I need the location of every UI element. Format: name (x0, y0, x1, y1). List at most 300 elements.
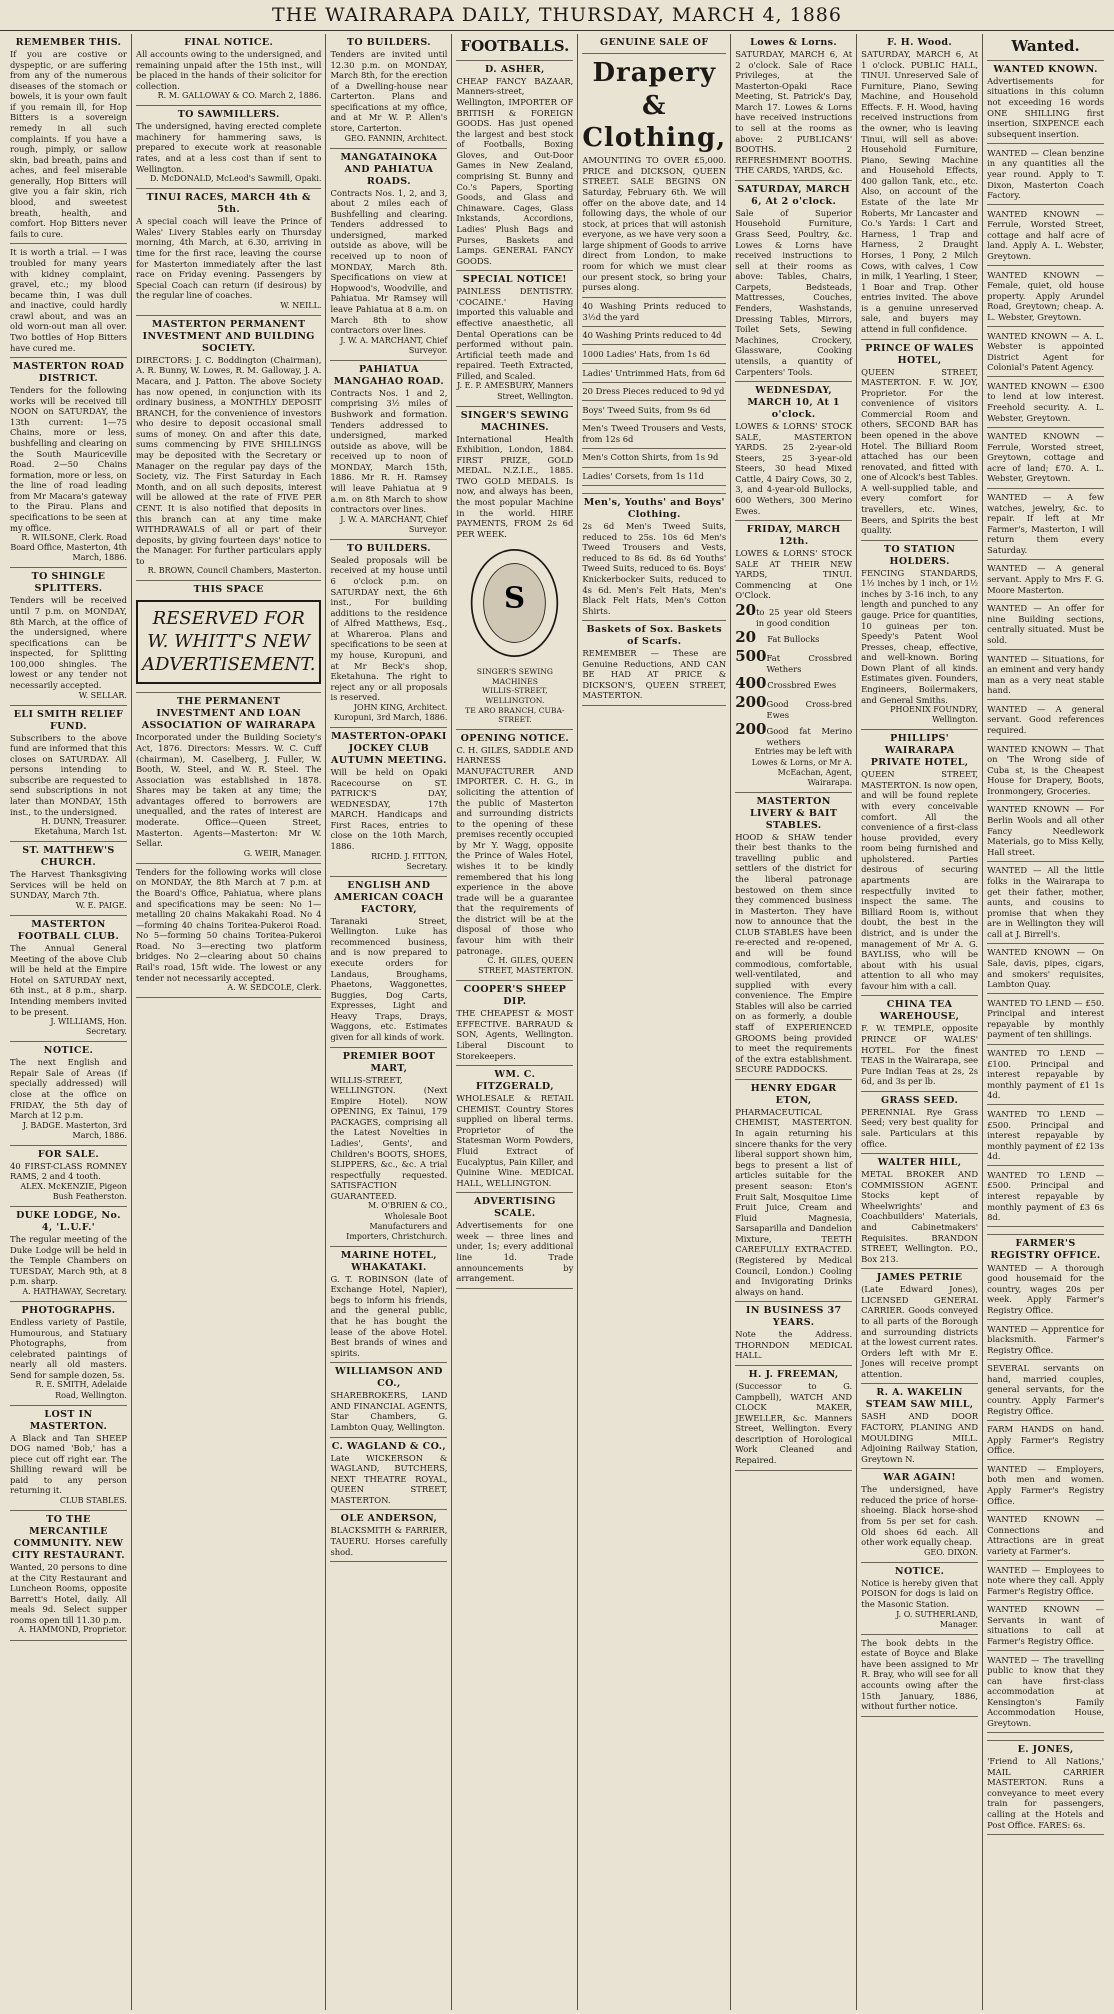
list-item: WANTED TO LEND — £500. Principal and interest repayable by monthly payment of £2 13s 4d. (987, 1108, 1105, 1162)
advertisement (861, 1469, 978, 1563)
ad-signature: W. NEILL. (280, 300, 322, 310)
divider (987, 1226, 1104, 1227)
list-item: WANTED TO LEND — £500. Principal and interest repayable by monthly payment of £3 6s 8d. (987, 1169, 1105, 1223)
ad-body: Will be held on Opaki Racecourse on ST. PATRICK'S DAY, WEDNESDAY, 17th MARCH. Handicaps and First Races, entries to close on the 10th March, 1886. (330, 766, 448, 852)
ad-body: 40 FIRST-CLASS ROMNEY RAMS, 2 and 4 tooth. (10, 1160, 127, 1182)
ad-signature: J. BADGE. Masterton, 3rd March, 1886. (22, 1120, 127, 1140)
ad-signature: PHOENIX FOUNDRY, Wellington. (890, 705, 979, 725)
ad-heading: PHOTOGRAPHS. (21, 1305, 116, 1317)
list-item: FARM HANDS on hand. Apply Farmer's Registry Office. (987, 1424, 1105, 1456)
ad-body: Advertisements for one week — three lines and under, 1s; every additional line 1d. Trade announcements by arrangement. (456, 1220, 574, 1284)
ad-body: Endless variety of Pastile, Humourous, and Statuary Photographs, from celebrated paintings of nearly all old masters. Send for sample dozen, 5s. (10, 1317, 127, 1380)
advertisement (735, 1366, 852, 1471)
ad-heading: MARINE HOTEL, WHAKATAKI. (340, 1249, 438, 1273)
list-item: WANTED KNOWN — On Sale, davis, pipes, cigars, and smokers' requisites, Lambton Quay. (987, 947, 1105, 990)
ad-heading: NOTICE. (894, 1565, 945, 1577)
advertisement (987, 1235, 1104, 1741)
advertisement (330, 540, 447, 728)
divider (582, 363, 726, 364)
ad-body: Contracts Nos. 1 and 2, comprising 3½ miles of Bushwork and formation. Tenders addressed to undersigned, marked outside as above, will be received up to noon of MONDAY, March 15th, 1886. Mr R. H. Ramsey will leave Pahiatua at 9 a.m. on 8th March to show contractors over lines. (330, 387, 448, 515)
stock-count: 400 (735, 674, 767, 693)
ad-heading: PRINCE OF WALES HOTEL, (865, 342, 975, 366)
ad-body: All accounts owing to the undersigned, and remaining unpaid after the 15th inst., will be placed in the hands of their solicitor for collection. (135, 48, 322, 91)
ad-heading: OLE ANDERSON, (340, 1513, 438, 1525)
divider (987, 1165, 1104, 1166)
ad-heading: JAMES PETRIE (876, 1272, 963, 1284)
ad-body: Subscribers to the above fund are informed that this closes on SATURDAY. All persons intending to subscribe are requested to send subscriptions in not later than MONDAY, 15th inst., to the undersigned. (10, 732, 127, 817)
list-item: 20 Dress Pieces reduced to 9d yd (582, 386, 725, 397)
divider (987, 739, 1104, 740)
ad-heading: PREMIER BOOT MART, (342, 1050, 436, 1074)
list-item: WANTED KNOWN — A. L. Webster is appointed District Agent for Colonial's Patent Agency. (987, 330, 1105, 373)
ad-body: PAINLESS DENTISTRY. 'COCAINE.' Having imported this valuable and effective anaesthetic, all Dental Operations can be performed without pain. Artificial teeth made and repaired. Teeth Extracted, Filled, and Scaled. (456, 286, 574, 381)
advertisement (582, 621, 726, 706)
list-item: WANTED TO LEND — £100. Principal and interest repayable by monthly payment of £1 1s 4d. (987, 1048, 1105, 1101)
advertisement (10, 568, 127, 705)
ad-body: Tenders will be received until 7 p.m. on MONDAY, 8th March, at the office of the undersigned, where specifications can be inspected, for Splitting 100,000 shingles. The lowest or any tender not necessarily accepted. (10, 595, 127, 690)
ad-body: WHOLESALE & RETAIL CHEMIST. Country Stores supplied on liberal terms. Proprietor of the Statesman Worm Powders, Fluid Extract of Eucalyptus, Pain Killer, and Quinine Wine. MEDICAL HALL, WELLINGTON. (456, 1093, 574, 1188)
divider (582, 467, 726, 468)
ad-heading: ENGLISH AND AMERICAN COACH FACTORY, (334, 879, 444, 915)
advertisement (136, 316, 321, 582)
ad-body: The Annual General Meeting of the above Club will be held at the Empire Hotel on SATURDAY next, 6th inst., at 8 p.m., sharp. Intending members invited to be present. (10, 943, 127, 1017)
ad-body: Incorporated under the Building Society's Act, 1876. Directors: Messrs. W. C. Cuff (chairman), M. Caselberg, J. Fuller, W. Booth, W. Steel, and W. R. Steel. The Association was established in 1878. Shares may be taken at any time; the advantages offered to borrowers are unequalled, and the rates of interest are moderate. Office—Queen Street, Masterton. Agents—Masterton: Mr W. Sellar. (135, 732, 322, 849)
advertisement (10, 916, 127, 1042)
ad-heading: FRIDAY, MARCH 12th. (746, 524, 841, 548)
ad-signature: M. O'BRIEN & CO., Wholesale Boot Manufacturers and Importers, Christchurch. (346, 1201, 448, 1241)
advertisement (10, 1406, 127, 1511)
advertisement (582, 54, 726, 298)
advertisement (456, 61, 573, 271)
advertisement (136, 189, 321, 316)
advertisement (456, 34, 573, 61)
ad-heading: THE PERMANENT INVESTMENT AND LOAN ASSOCIATION OF WAIRARAPA (141, 696, 316, 732)
ad-heading: WALTER HILL, (877, 1157, 962, 1169)
ad-body: SATURDAY, MARCH 6, At 2 o'clock. Sale of Race Privileges, at the Masterton-Opaki Race Meeting, St. Patrick's Day, March 17. Lowes & Lorns have received instructions to sell at the rooms as above: 2 PUBLICANS' BOOTHS. 2 REFRESHMENT BOOTHS. THE CARDS, YARDS, &c. (735, 48, 853, 176)
column-4 (452, 34, 578, 2010)
advertisement (861, 730, 978, 996)
ad-body: Tenders for the following works will close on MONDAY, the 8th March at 7 p.m. at the Board's Office, Pahiatua, where plans and specifications may be seen: No 1—metalling 20 chains Makakahi Road. No 4—forming 40 chains Toritea-Pukeroi Road. No 5—forming 50 chains Toritea-Pukeroi Road. No 3—erecting two platform bridges. No 2—clearing about 50 chains Rail's road, 15ft wide. The lowest or any tender not necessarily accepted. (135, 866, 322, 983)
advertisement (10, 1207, 127, 1302)
ad-body: QUEEN STREET, MASTERTON. F. W. JOY, Proprietor. For the convenience of visitors Commercial Room and others, SECOND BAR has been opened in the above Hotel. The Billiard Room attached has our been renovated, and fitted with one of Alcock's best Tables. A well-supplied table, and every comfort for travellers, etc. Wines, Beers, and Spirits the best quality. (861, 366, 979, 536)
divider (987, 943, 1104, 944)
list-item: WANTED — A general servant. Good references required. (987, 703, 1105, 735)
advertisement (987, 144, 1104, 1235)
divider (987, 265, 1104, 266)
ad-body: If you are costive or dyspeptic, or are suffering from any of the numerous diseases of the stomach or bowels, it is your own fault if you remain ill, for Hop Bitters is a sovereign remedy in all such complaints. If you have a rough, pimply, or sallow skin, bad breath, pains and aches, and feel miserable generally, Hop Bitters will give you a fair skin, rich blood, and sweetest breath, health, and comfort. Hop Bitters never fails to cure. (10, 48, 127, 239)
divider (987, 1650, 1104, 1651)
ad-heading: E. JONES, (1017, 1744, 1074, 1756)
stock-desc: Good Cross-bred Ewes (766, 699, 853, 720)
divider (582, 344, 726, 345)
divider (987, 1510, 1104, 1511)
advertisement (735, 181, 852, 382)
list-item: WANTED — Employees to note where they call. Apply Farmer's Registry Office. (987, 1564, 1105, 1596)
divider (987, 1732, 1104, 1733)
advertisement (987, 1741, 1104, 1835)
list-item: Men's Cotton Shirts, from 1s 9d (582, 452, 719, 463)
ad-signature: CLUB STABLES. (59, 1496, 127, 1506)
column-7 (857, 34, 983, 2010)
ad-body: 'Friend to All Nations,' MAIL CARRIER MASTERTON. Runs a conveyance to meet every train for passengers, calling at the Hotels and Post Office. FARES: 6s. (987, 1756, 1105, 1830)
ad-signature: G. WEIR, Manager. (243, 848, 322, 858)
ad-body: C. H. GILES, SADDLE AND HARNESS MANUFACTURER AND IMPORTER. C. H. G., in soliciting the attention of the public of Masterton and surrounding districts to the opening of these premises recently occupied by Mr Y. Wagg, opposite the Prince of Wales Hotel, wishes it to be kindly remembered that his long experience in the above trade will be a guarantee that the requirements of the district will be at the disposal of those who favour him with their patronage. (456, 744, 574, 956)
ad-body: The undersigned, having erected complete machinery for hammering saws, is prepared to execute work at reasonable rates, and at a less cost than if sent to Wellington. (135, 121, 322, 174)
advertisement (10, 842, 127, 916)
ad-heading: TO STATION HOLDERS. (883, 543, 956, 567)
ad-signature: D. McDONALD, McLeod's Sawmill, Opaki. (149, 174, 322, 184)
ad-signature: J. WILLIAMS, Hon. Secretary. (50, 1017, 127, 1037)
divider (987, 1104, 1104, 1105)
ad-heading: H. J. FREEMAN, (748, 1368, 839, 1380)
advertisement (987, 34, 1104, 61)
advertisement (10, 1511, 127, 1640)
divider (987, 1459, 1104, 1460)
ad-signature: ALEX. McKENZIE, Pigeon Bush Featherston. (20, 1181, 127, 1202)
column-5 (578, 34, 731, 2010)
list-item: WANTED KNOWN — Ferrule, Worsted street, Greytown, cottage and acre of land; £70. A. L. Webster, Greytown. (987, 431, 1105, 484)
ad-heading: TINUI RACES, MARCH 4th & 5th. (146, 192, 311, 216)
ad-body: METAL BROKER AND COMMISSION AGENT. Stocks kept of Wheelwrights' and Coachbuilders' Materials, and Cabinetmakers' Requisites. BRANDON STREET, Wellington. P.O., Box 213. (861, 1169, 979, 1264)
ad-body: Wanted, 20 persons to dine at the City Restaurant and Luncheon Rooms, opposite Barrett's Hotel, daily. All meals 9d. Select supper rooms open till 11.30 p.m. (10, 1561, 127, 1625)
list-item: WANTED KNOWN — Female, quiet, old house property. Apply Arundel Road, Greytown; cheap. A. L. Webster, Greytown. (987, 269, 1105, 322)
advertisement (861, 34, 978, 340)
ad-heading: PHILLIPS' WAIRARAPA PRIVATE HOTEL, (870, 733, 969, 769)
ad-body: The book debts in the estate of Boyce and Blake have been assigned to Mr R. Bray, who will see for all accounts owing after the 15th January, 1886, without further notice. (861, 1637, 979, 1712)
advertisement (582, 298, 726, 494)
list-item: WANTED KNOWN — Connections and Attractions are in great variety at Farmer's. (987, 1514, 1105, 1556)
ad-signature: R. BROWN, Council Chambers, Masterton. (147, 566, 322, 576)
divider (987, 1420, 1104, 1421)
masthead: THE WAIRARAPA DAILY, THURSDAY, MARCH 4, 1886 (0, 0, 1114, 31)
stock-count: 200 (735, 693, 767, 712)
divider (987, 1044, 1104, 1045)
ad-body: Notice is hereby given that POISON for dogs is laid on the Masonic Station. (861, 1577, 979, 1609)
ad-signature: GEO. FANNIN, Architect. (344, 133, 448, 143)
list-item: WANTED — Clean benzine in any quantities all the year round. Apply to T. Dixon, Masterton Coach Factory. (987, 147, 1105, 201)
ad-heading: TO SAWMILLERS. (177, 109, 280, 121)
ad-heading: WILLIAMSON AND CO., (335, 1366, 443, 1390)
ad-body: REMEMBER — These are Genuine Reductions, AND CAN BE HAD AT PRICE & DICKSON'S, QUEEN STREET, MASTERTON. (582, 648, 727, 701)
advertisement (456, 1066, 573, 1193)
stock-desc: Fat Bullocks (767, 634, 820, 645)
ad-heading: ADVERTISING SCALE. (473, 1196, 556, 1220)
divider (987, 1560, 1104, 1561)
ad-heading: TO SHINGLE SPLITTERS. (31, 571, 106, 595)
ad-heading: LOST IN MASTERTON. (29, 1408, 108, 1432)
ad-signature: J. W. A. MARCHANT, Chief Surveyor. (340, 514, 448, 534)
advertisement (136, 864, 321, 998)
ad-body: A special coach will leave the Prince of Wales' Livery Stables early on Thursday morning, 4th March, at 6.30, arriving in time for the first race, leaving the course for Masterton immediately after the last race on Friday evening. Passengers by Special Coach can return (if desirous) by the regular line of coaches. (135, 216, 322, 301)
advertisement (330, 1363, 447, 1437)
stock-count: 20 (735, 601, 757, 620)
ad-heading: SPECIAL NOTICE! (462, 274, 567, 286)
ad-heading: WAR AGAIN! (883, 1472, 957, 1484)
advertisement (861, 541, 978, 731)
list-item: WANTED — Apprentice for blacksmith. Farmer's Registry Office. (987, 1323, 1105, 1355)
list-item: WANTED — A few watches, jewelry, &c. to repair. If left at Mr Farmer's, Masterton, I will return them every Saturday. (987, 492, 1105, 555)
list-item: Men's Tweed Trousers and Vests, from 12s 6d (582, 423, 727, 444)
ad-signature: W. SELLAR. (78, 690, 127, 700)
ad-body: Note the Address. THORNDON MEDICAL HALL. (735, 1329, 853, 1361)
advertisement (10, 358, 127, 568)
advertisement (987, 61, 1104, 144)
divider (987, 1600, 1104, 1601)
advertisement (456, 730, 573, 982)
divider (987, 699, 1104, 700)
stock-count: 200 (735, 720, 767, 739)
list-item: WANTED — All the little folks in the Wairarapa to get their father, mother, aunts, and cousins to promise that when they are in Wellington they will call at J. Birrell's. (987, 865, 1105, 939)
ad-heading: MASTERTON-OPAKI JOCKEY CLUB AUTUMN MEETING. (331, 731, 447, 767)
ad-body: WILLIS-STREET, WELLINGTON. (Next Empire Hotel). NOW OPENING, Ex Tainui, 179 PACKAGES, comprising all the Latest Novelties in Ladies', Gents', and Children's BOOTS, SHOES, SLIPPERS, &c., &c. A trial respectfully requested. SATISFACTION GUARANTEED. (330, 1074, 448, 1201)
advertisement (456, 271, 573, 406)
advertisement (136, 34, 321, 106)
divider (987, 488, 1104, 489)
advertisement (735, 521, 852, 793)
reserved-text: RESERVED FOR W. WHITT'S NEW ADVERTISEMENT. (141, 608, 316, 675)
list-item: WANTED KNOWN — For Berlin Wools and all other Fancy Needlework Materials, go to Miss Kelly, Hall street. (987, 804, 1105, 857)
ad-body: PHARMACEUTICAL CHEMIST, MASTERTON. In again returning his sincere thanks for the very liberal support shown him, begs to present a list of articles suitable for the present season: Eton's Fruit Salt, Mosquitoe Lime Fruit Juice, Cream and Fluid Magnesia, Sarsaparilla and Dandelion Mixture, TEETH CAREFULLY EXTRACTED. (Registered by Medical Council, London.) Cooling and Invigorating Drinks always on hand. (735, 1106, 853, 1297)
divider (987, 204, 1104, 205)
ad-heading: Baskets of Sox. Baskets of Scarfs. (586, 624, 723, 648)
emblem-caption: SINGER'S SEWING MACHINES (476, 667, 553, 686)
ad-body: HOOD & SHAW tender their best thanks to the travelling public and settlers of the district for the liberal patronage bestowed on them since they commenced business in Masterton. They have now to announce that the CLUB STABLES have been re-erected and re-opened, and will be found commodious, comfortable, well-ventilated, and supplied with every convenience. The Empire Stables will also be carried on as formerly, a double staff of EXPERIENCED GROOMS being provided to meet the requirements of the extra establishment. SECURE PADDOCKS. (735, 831, 853, 1075)
ad-signature: A. HATHAWAY, Secretary. (22, 1286, 127, 1296)
advertisement (10, 244, 127, 358)
divider (987, 1319, 1104, 1320)
ad-body: Contracts Nos. 1, 2, and 3, about 2 miles each of Bushfelling and clearing. Tenders addressed to undersigned, marked outside as above, will be received up to noon of MONDAY, March 8th. Specifications on view at Hopwood's, Woodville, and Pahiatua. Mr Ramsey will leave Pahiatua at 8 a.m. on March 8th to show contractors over lines. (330, 187, 448, 336)
ad-body: Late WICKERSON & WAGLAND, BUTCHERS, NEXT THEATRE ROYAL, QUEEN STREET, MASTERTON. (330, 1452, 448, 1505)
divider (582, 419, 726, 420)
divider (582, 382, 726, 383)
ad-signature: J. O. SUTHERLAND, Manager. (896, 1609, 979, 1629)
ad-body: The regular meeting of the Duke Lodge will be held in the Temple Chambers on TUESDAY, March 9th, at 8 p.m. sharp. (10, 1234, 127, 1287)
divider (987, 993, 1104, 994)
divider (987, 599, 1104, 600)
divider (987, 559, 1104, 560)
advertisement (861, 996, 978, 1091)
list-item: Ladies' Untrimmed Hats, from 6d (582, 367, 726, 378)
divider (987, 376, 1104, 377)
stock-row (735, 601, 852, 628)
ad-heading: SATURDAY, MARCH 6, At 2 o'clock. (737, 183, 850, 207)
stock-row (735, 647, 852, 674)
side-address-right: TE ARO BRANCH, CUBA-STREET. (465, 705, 565, 725)
ad-body: DIRECTORS: J. C. Boddington (Chairman), A. R. Bunny, W. Lowes, R. M. Galloway, J. A. Macara, and J. Patton. The above Society has now opened, in conjunction with its ordinary business, a MONTHLY DEPOSIT BRANCH, for the convenience of investors who desire to deposit occasional small sums of money. On and after this date, sums commencing by FIVE SHILLINGS may be deposited with the Secretary or Manager on the regular pay days of the Society, viz. The First Saturday in Each Month, and on all such deposits, interest will be allowed at the rate of FIVE PER CENT. It is also notified that deposits in this branch can at any time make WITHDRAWALS of all or part of their deposits, by giving fourteen days' notice to the Manager. For further particulars apply to (135, 354, 322, 566)
ad-heading: WANTED KNOWN. (993, 63, 1098, 75)
advertisement (456, 1193, 573, 1288)
ad-body: Sealed proposals will be received at my house until 6 o'clock p.m. on SATURDAY next, the 6th inst., For building additions to the residence of Alfred Matthews, Esq., at Whareroa. Plans and specifications to be seen at my house, Kuropuni, and at Mr Beck's shop, Eketahuna. The right to reject any or all proposals is reserved. (330, 554, 448, 703)
ad-signature: H. DUNN, Treasurer. Eketahuna, March 1st. (34, 817, 127, 837)
ad-signature: JOHN KING, Architect. Kuropuni, 3rd March, 1886. (333, 702, 448, 722)
advertisement (735, 1302, 852, 1366)
stock-desc: Crossbred Ewes (767, 680, 837, 691)
ad-body: PERENNIAL Rye Grass Seed; very best quality for sale. Particulars at this office. (861, 1106, 979, 1149)
ad-body: (Late Edward Jones), LICENSED GENERAL CARRIER. Goods conveyed to all parts of the Borough and surrounding districts at the lowest current rates. Orders left with Mr E. Jones will receive prompt attention. (861, 1284, 979, 1379)
ad-signature: W. E. PAIGE. (75, 901, 127, 911)
ad-heading: HENRY EDGAR ETON, (750, 1082, 837, 1106)
ad-signature: C. H. GILES, QUEEN STREET, MASTERTON. (478, 956, 574, 976)
ad-body: Tenders are invited until 12.30 p.m. on MONDAY, March 8th, for the erection of a Dwelling-house near Carterton. Plans and specifications at my office, and at Mr W. P. Allen's store, Carterton. (330, 48, 448, 134)
ad-heading: FOOTBALLS. (460, 37, 570, 55)
advertisement (735, 1080, 852, 1302)
ad-heading: MASTERTON LIVERY & BAIT STABLES. (749, 795, 838, 831)
advertisement (10, 1302, 127, 1406)
advertisement (330, 728, 447, 877)
ad-body: (Successor to G. Campbell), WATCH AND CLOCK MAKER, JEWELLER, &c. Manners Street, Wellington. Every description of Horological Work Cleaned and Repaired. (735, 1380, 853, 1465)
ad-heading: WEDNESDAY, MARCH 10, At 1 o'clock. (747, 385, 840, 421)
ad-body: LOWES & LORNS' STOCK SALE AT THEIR NEW YARDS, TINUI. Commencing at One O'Clock. (735, 548, 853, 601)
advertisement (861, 1092, 978, 1154)
stock-desc: Good fat Merino wethers (766, 726, 853, 747)
list-item: WANTED — A general servant. Apply to Mrs F. G. Moore Masterton. (987, 563, 1105, 595)
advertisement (861, 340, 978, 541)
stock-row (735, 628, 852, 647)
ad-signature: A. HAMMOND, Proprietor. (18, 1625, 127, 1635)
advertisement (861, 1563, 978, 1635)
singer-emblem (456, 543, 573, 663)
advertisement (861, 1635, 978, 1717)
ad-body: The undersigned, have reduced the price of horse-shoeing. Black horse-shod from 5s per set for cash. Old shoes 6d each. All other work equally cheap. (861, 1484, 979, 1548)
divider (987, 427, 1104, 428)
ad-signature: J. W. A. MARCHANT, Chief Surveyor. (340, 335, 448, 355)
ad-heading: MASTERTON PERMANENT INVESTMENT AND BUILDING SOCIETY. (142, 318, 315, 354)
ad-heading: R. A. WAKELIN STEAM SAW MILL, (865, 1387, 974, 1411)
stock-row (735, 674, 852, 693)
advertisement (330, 1438, 447, 1511)
advertisement (330, 361, 447, 540)
advertisement (456, 981, 573, 1066)
list-item: 40 Washing Prints reduced to 3½d the yard (582, 301, 727, 322)
ad-body: It is worth a trial. — I was troubled for many years with kidney complaint, gravel, etc.; my blood became thin, I was dull and inactive, could hardly crawl about, and was an old worn-out man all over. Two bottles of Hop Bitters have cured me. (10, 247, 127, 353)
ad-body: Sale of Superior Household Furniture, Grass Seed, Poultry, &c. Lowes & Lorns have received instructions to sell at their rooms as above: Tables, Chairs, Carpets, Bedsteads, Mattresses, Couches, Fenders, Washstands, Dressing Tables, Mirrors, Toilet Sets, Sewing Machines, Crockery, Glassware, Cooking utensils, a quantity of Carpenters' Tools. (735, 207, 853, 377)
advertisement (861, 1154, 978, 1269)
ad-heading: IN BUSINESS 37 YEARS. (745, 1305, 842, 1329)
list-item: WANTED TO LEND — £50. Principal and interest repayable by monthly payment of ten shillings. (987, 997, 1105, 1040)
ad-heading: FINAL NOTICE. (184, 37, 274, 48)
ad-heading: OPENING NOTICE. (460, 732, 570, 744)
list-item: WANTED — A thorough good housemaid for the country, wages 20s per week. Apply Farmer's Registry Office. (987, 1262, 1105, 1315)
list-item: Boys' Tweed Suits, from 9s 6d (582, 404, 711, 415)
column-6 (731, 34, 857, 2010)
stock-row (735, 720, 852, 747)
advertisement (330, 1510, 447, 1562)
advertisement (10, 1042, 127, 1146)
advertisement (582, 34, 726, 54)
ad-heading: COOPER'S SHEEP DIP. (463, 984, 567, 1008)
ad-heading: MASTERTON ROAD DISTRICT. (12, 361, 125, 385)
ad-signature: RICHD. J. FITTON, Secretary. (371, 851, 448, 871)
ad-heading: GRASS SEED. (881, 1094, 959, 1106)
advertisement (330, 877, 447, 1048)
stock-row (735, 693, 852, 720)
list-item: WANTED KNOWN — Ferrule, Worsted Street, cottage and half acre of land. Apply A. L. Webster, Greytown. (987, 208, 1105, 262)
advertisement (582, 494, 726, 621)
ad-heading: MASTERTON FOOTBALL CLUB. (17, 919, 120, 943)
ad-body: SATURDAY, MARCH 6, At 1 o'clock. PUBLIC HALL, TINUI. Unreserved Sale of Furniture, Piano, Sewing Machine, and Household Effects. F. H. Wood, having received instructions from the owner, who is leaving Tinui, will sell as above: Household Furniture, Piano, Sewing Machine and Household Effects, 400 gallon Tank, etc., etc. Also, on account of the Estate of the late Mr Roberts, Mr Lancaster and Co.'s Yards: 1 Cart and Harness, 1 Trap and Harness, 2 Draught Horses, 1 Pony, 2 Milch Cows, with calves, 1 Cow in milk, 1 Yearling, 1 Steer, 1 Boar and Trap. Other entries invited. The above is a genuine unreserved sale, and buyers may attend in full confidence. (861, 48, 979, 334)
ad-heading: DUKE LODGE, No. 4, 'L.U.F.' (16, 1210, 121, 1234)
advertisement (10, 706, 127, 843)
column-8 (983, 34, 1108, 2010)
divider (987, 861, 1104, 862)
ad-heading: PAHIATUA MANGAHAO ROAD. (333, 363, 445, 387)
ad-heading: FOR SALE. (37, 1148, 100, 1160)
column-2 (132, 34, 326, 2010)
ad-heading: TO BUILDERS. (346, 542, 431, 554)
stock-desc: Fat Crossbred Wethers (766, 653, 853, 674)
advertisement (330, 149, 447, 361)
advertisement (735, 34, 852, 181)
ad-body: Tenders for the following works will be received till NOON on SATURDAY, the 13th current: 1—75 Chains, more or less, bushfelling and clearing on the South Mauriceville Road. 2—50 Chains formation, more or less, on the line of road leading from Mr Macara's gateway to the Pirau. Plans and specifications to be seen at my office. (10, 385, 127, 533)
advertisement (861, 1269, 978, 1384)
ad-heading: TO THE MERCANTILE COMMUNITY. NEW CITY RESTAURANT. (12, 1514, 125, 1562)
ad-body: G. T. ROBINSON (late of Exchange Hotel, Napier), begs to inform his friends, and the general public, that he has bought the lease of the above Hotel. Best brands of wines and spirits. (330, 1273, 448, 1358)
ad-signature: J. E. P. AMESBURY, Manners Street, Wellington. (456, 381, 574, 401)
ad-heading: GENUINE SALE OF (600, 37, 709, 48)
ad-body: International Health Exhibition, London, 1884. FIRST PRIZE, GOLD MEDAL. N.Z.I.E., 1885. TWO GOLD MEDALS. Is now, and always has been, the most popular Machine in the world. HIRE PAYMENTS, FROM 2s 6d PER WEEK. (456, 433, 574, 539)
divider (582, 485, 726, 486)
stock-desc: to 25 year old Steers in good condition (756, 607, 853, 628)
divider (582, 448, 726, 449)
ad-heading: D. ASHER, (484, 63, 545, 75)
divider (987, 1359, 1104, 1360)
ad-signature: GEO. DIXON. (923, 1547, 979, 1557)
divider (987, 326, 1104, 327)
advertisement (735, 793, 852, 1080)
emblem-s-mark: S (504, 580, 526, 615)
advertisement (136, 106, 321, 189)
divider (582, 326, 726, 327)
advertisement (861, 1384, 978, 1469)
divider (987, 649, 1104, 650)
ad-heading: THIS SPACE (193, 584, 264, 596)
advertisement (136, 581, 321, 693)
advertisement (10, 1146, 127, 1207)
ad-body: CHEAP FANCY BAZAAR, Manners-street, Wellington, IMPORTER OF BRITISH & FOREIGN GOODS. Has just opened the largest and best stock of Footballs, Boxing Gloves, and Out-Door Games in New Zealand, comprising St. Bunny and Co.'s Papers, Sporting Goods, and Glass and Chinaware. Cages, Glass Inkstands, Accordions, Ladies' Plush Bags and Purses, Baskets and Lamps. GENERAL FANCY GOODS. (456, 75, 574, 266)
column-3 (326, 34, 452, 2010)
ad-body: F. W. TEMPLE, opposite PRINCE OF WALES' HOTEL. For the finest TEAS in the Wairarapa, see Pure Indian Teas at 2s, 2s 6d, and 3s per lb. (861, 1023, 979, 1087)
list-item: SEVERAL servants on hand, married couples, general servants, for the country. Apply Farmer's Registry Office. (987, 1363, 1105, 1416)
ad-heading: REMEMBER THIS. (15, 37, 122, 48)
advertisement (456, 407, 573, 730)
ad-body: The next English and Repair Sale of Areas (if specially addressed) will close at the office on FRIDAY, the 5th day of March at 12 p.m. (10, 1057, 127, 1121)
ad-body: FENCING STANDARDS, 1½ inches by 1 inch, or 1½ inches by 3-16 inch, to any length and punched to any gauge. Price for quantities, 10 guineas per ton. Speedy's Patent Wool Presses, cheap, effective, and well-known. Boring Down Plant of all kinds. Estimates given. Founders, Engineers, Boilermakers, and General Smiths. (861, 567, 979, 705)
column-1 (6, 34, 132, 2010)
list-item: WANTED KNOWN — That on 'The Wrong side of Cuba st, is the Cheapest House for Drapery, Boots, Ironmongery, Groceries. (987, 743, 1105, 796)
list-item: WANTED — Situations, for an eminent and very handy man as a very neat stable hand. (987, 653, 1105, 696)
ad-body: SHAREBROKERS, LAND AND FINANCIAL AGENTS, Star Chambers, G. Lambton Quay, Wellington. (330, 1390, 448, 1433)
ad-body: Taranaki Street, Wellington. Luke has recommenced business, and is now prepared to execute orders for Landaus, Broughams, Phaetons, Waggonettes, Buggies, Dog Carts, Expresses, Light and Heavy Traps, Drays, Waggons, etc. Estimates given for all kinds of work. (330, 915, 448, 1043)
ad-heading: Wanted. (1011, 37, 1080, 55)
list-item: WANTED — Employers, both men and women. Apply Farmer's Registry Office. (987, 1463, 1105, 1506)
ad-heading: NOTICE. (43, 1045, 94, 1057)
ad-body: LOWES & LORNS' STOCK SALE, MASTERTON YARDS. 25 2-year-old Steers, 25 3-year-old Steers, 30 head Mixed Cattle, 4 Dairy Cows, 30 2, 3, and 4-year-old Bullocks, 600 Wethers, 300 Merino Ewes. (735, 421, 853, 516)
advertisement (735, 382, 852, 521)
ad-heading: Lowes & Lorns. (750, 37, 838, 48)
ad-heading: Men's, Youths' and Boys' Clothing. (583, 497, 725, 521)
list-item: Ladies' Corsets, from 1s 11d (582, 471, 704, 482)
ad-body: The Harvest Thanksgiving Services will be held on SUNDAY, March 7th. (10, 869, 127, 901)
ad-heading: MANGATAINOKA AND PAHIATUA ROADS. (340, 151, 438, 187)
ad-heading: C. WAGLAND & CO., (331, 1440, 447, 1452)
list-item: WANTED — The travelling public to know that they can have first-class accommodation at Kensington's Family Accommodation House, Greytown. (987, 1654, 1105, 1729)
ad-heading: Drapery & Clothing, (582, 57, 727, 154)
reserved-box (136, 600, 321, 684)
ad-body: AMOUNTING TO OVER £5,000. PRICE and DICKSON, QUEEN STREET. SALE BEGINS ON Saturday, February 6th. We will offer on the above date, and 14 following days, the whole of our stock, at prices that will astonish everyone, as we have very soon a large shipment of Goods to arrive direct from London, to make room for which we must clear our present stock, so bring your purses along. (582, 155, 727, 293)
ad-heading: FARMER'S REGISTRY OFFICE. (990, 1238, 1101, 1262)
side-address-left: WILLIS-STREET, WELLINGTON. (482, 686, 548, 705)
advertisement (330, 1048, 447, 1247)
